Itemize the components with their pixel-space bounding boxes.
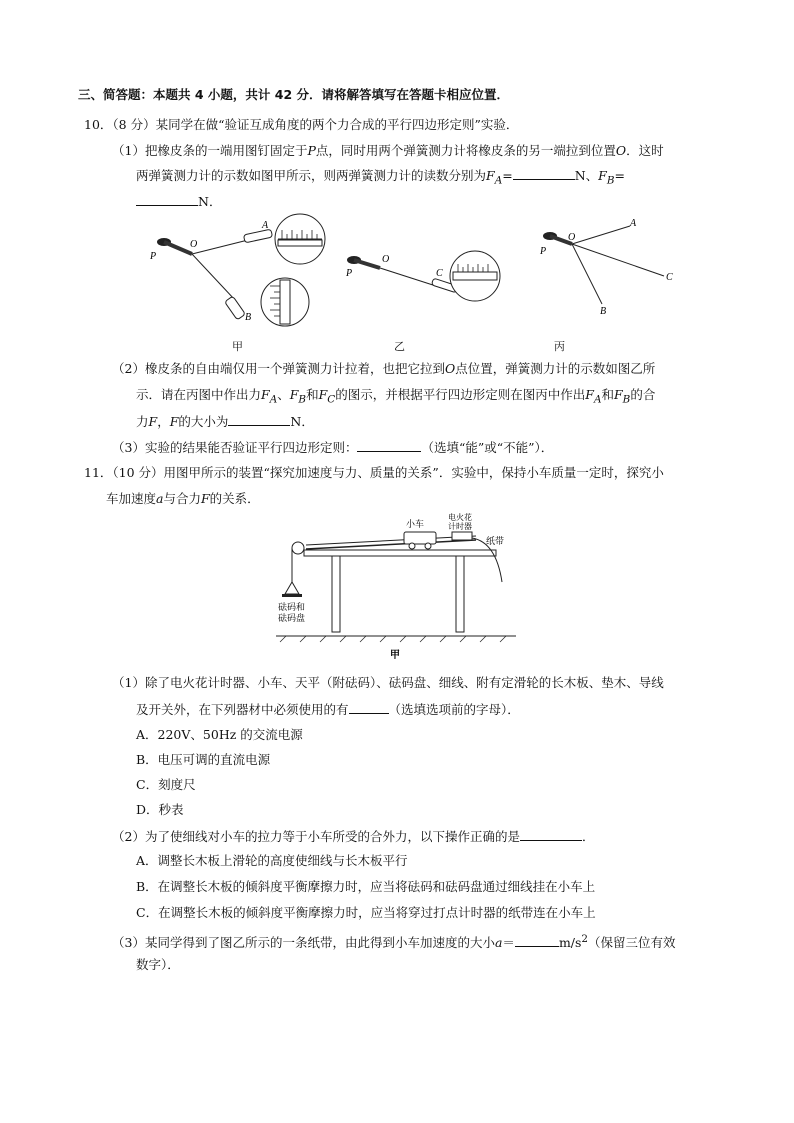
- answer-blank-fa[interactable]: [513, 166, 575, 180]
- q11-part1-line1: （1）除了电火花计时器、小车、天平（附砝码）、砝码盘、细线、附有定滑轮的长木板、垫木、导线: [112, 675, 664, 690]
- q10-part1-line2: 两弹簧测力计的示数如图甲所示，则两弹簧测力计的读数分别为$F_A= N$、$F_B=$: [136, 168, 625, 187]
- q11-p1-option-b: B．电压可调的直流电源: [136, 752, 271, 767]
- answer-blank-acceleration[interactable]: [515, 933, 559, 947]
- label-p-jia: P: [150, 251, 157, 262]
- q11-p2-option-a: A．调整长木板上滑轮的高度使细线与长木板平行: [136, 853, 408, 868]
- caption-bing: 丙: [554, 340, 565, 353]
- caption-yi: 乙: [394, 340, 405, 353]
- label-o-jia: O: [190, 239, 198, 250]
- q10-part1-line1: （1）把橡皮条的一端用图钉固定于P点，同时用两个弹簧测力计将橡皮条的另一端拉到位置O．这时: [112, 143, 664, 158]
- q11-p2-option-b: B．在调整长木板的倾斜度平衡摩擦力时，应当将砝码和砝码盘通过细线挂在小车上: [136, 879, 596, 894]
- answer-blank-operation[interactable]: [520, 827, 582, 841]
- q11-part3-line2: 数字）．: [136, 957, 180, 972]
- caption-apparatus: 甲: [390, 650, 400, 661]
- q10-part2-line3: 力F，F的大小为 N．: [136, 414, 314, 429]
- q10-part2-line1: （2）橡皮条的自由端仅用一个弹簧测力计拉着，也把它拉到O点位置，弹簧测力计的示数如图乙所: [112, 361, 656, 376]
- q11-intro-line2: 车加速度a与合力F的关系．: [106, 491, 260, 506]
- q11-part3-line1: （3）某同学得到了图乙所示的一条纸带，由此得到小车加速度的大小$a= m/s^2$（保留三位有效: [112, 933, 676, 951]
- answer-blank-verify[interactable]: [357, 438, 421, 452]
- q11-intro: 11．（10 分）用图甲所示的装置“探究加速度与力、质量的关系”．实验中，保持小车质量一定时，探究小: [84, 465, 664, 480]
- q11-part1-line2: 及开关外，在下列器材中必须使用的有 （选填选项前的字母）．: [136, 702, 520, 717]
- label-p-yi: P: [346, 268, 353, 279]
- label-c-bing: C: [666, 272, 673, 283]
- label-a-jia: A: [262, 220, 269, 231]
- q10-intro: 10．（8 分）某同学在做“验证互成角度的两个力合成的平行四边形定则”实验．: [84, 117, 519, 132]
- section-header: 三、简答题：本题共 4 小题，共计 42 分．请将解答填写在答题卡相应位置．: [78, 87, 510, 102]
- q11-part2: （2）为了使细线对小车的拉力等于小车所受的合外力，以下操作正确的是 ．: [112, 829, 595, 844]
- label-p-bing: P: [540, 246, 547, 257]
- q11-p1-option-d: D．秒表: [136, 802, 184, 817]
- force-figures: [140, 212, 700, 337]
- answer-blank-f[interactable]: [228, 412, 290, 426]
- label-weight-1: 砝码和: [278, 602, 306, 612]
- q10-part3: （3）实验的结果能否验证平行四边形定则： （选填“能”或“不能”）．: [112, 440, 554, 455]
- apparatus-figure: [276, 512, 516, 662]
- label-c-yi: C: [436, 268, 443, 279]
- label-weight-2: 砝码盘: [278, 613, 306, 623]
- caption-jia: 甲: [232, 340, 243, 353]
- q10-part1-line3: N．: [136, 192, 221, 211]
- label-b-jia: B: [245, 312, 252, 323]
- label-o-yi: O: [382, 254, 390, 265]
- figure-bing: [539, 218, 673, 317]
- q11-p1-option-a: A．220V、50Hz 的交流电源: [136, 727, 303, 742]
- label-b-bing: B: [600, 306, 607, 317]
- label-a-bing: A: [630, 218, 637, 229]
- figure-yi: [345, 251, 500, 301]
- figure-jia: [149, 214, 325, 326]
- q11-p1-option-c: C．刻度尺: [136, 777, 196, 792]
- answer-blank-equipment[interactable]: [349, 700, 389, 714]
- q11-p2-option-c: C．在调整长木板的倾斜度平衡摩擦力时，应当将穿过打点计时器的纸带连在小车上: [136, 905, 596, 920]
- label-o-bing: O: [568, 232, 576, 243]
- label-tape: 纸带: [486, 536, 505, 546]
- label-car: 小车: [406, 519, 425, 529]
- label-timer-1: 电火花: [448, 513, 472, 522]
- label-timer-2: 计时器: [448, 522, 472, 531]
- answer-blank-fb[interactable]: [136, 192, 198, 206]
- q10-part2-line2: 示．请在丙图中作出力$F_A$、$F_B$和$F_C$的图示，并根据平行四边形定则在图丙中作出$F_A$和$F_B$的合: [136, 387, 656, 406]
